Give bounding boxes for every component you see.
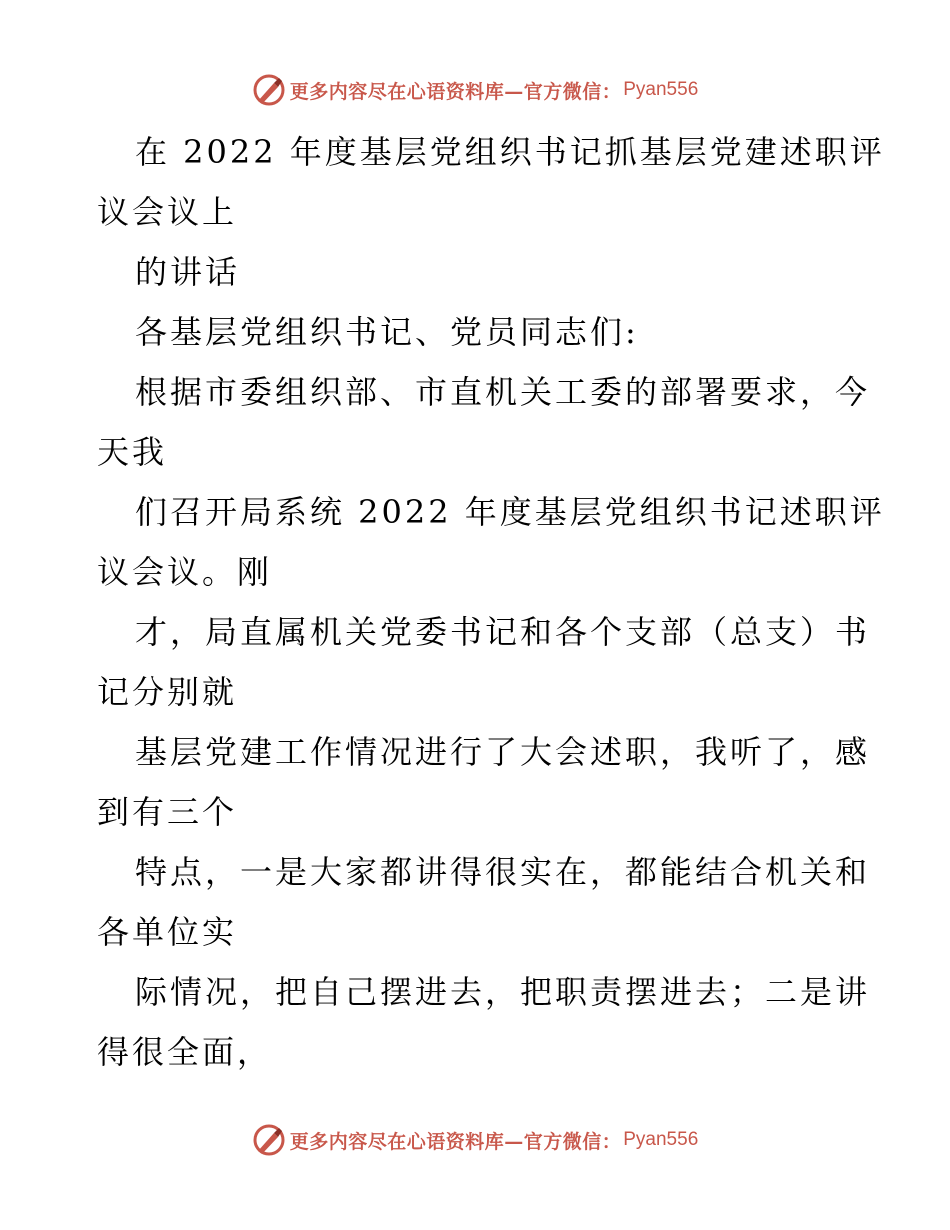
text-line: 际情况，把自己摆进去，把职责摆进去；二是讲 [135,973,871,1011]
text-line: 各单位实 [97,913,238,951]
pen-logo-icon [252,1123,286,1157]
text-line: 各基层党组织书记、党员同志们: [135,313,639,351]
text-line: 议会议。刚 [97,553,273,591]
text-line: 特点，一是大家都讲得很实在，都能结合机关和 [135,853,871,891]
text-line: 基层党建工作情况进行了大会述职，我听了，感 [135,733,871,771]
text-line: 到有三个 [97,793,238,831]
header-watermark [0,70,950,110]
pen-logo-icon [252,73,286,107]
text-line: 记分别就 [97,673,238,711]
text-line: 们召开局系统 2022 年度基层党组织书记述职评 [135,493,885,531]
text-line: 根据市委组织部、市直机关工委的部署要求，今 [135,373,871,411]
footer-watermark [0,1120,950,1160]
text-line: 天我 [97,433,168,471]
text-line: 得很全面， [97,1033,273,1071]
banner-wechat-id: Pyan556 [623,79,699,100]
banner-text: 更多内容尽在心语资料库—官方微信： [289,1130,622,1153]
banner-text: 更多内容尽在心语资料库—官方微信： [289,80,622,103]
banner-wechat-id: Pyan556 [623,1129,699,1150]
text-line: 的讲话 [135,253,241,291]
text-line: 在 2022 年度基层党组织书记抓基层党建述职评 [135,133,885,171]
document-body [97,122,885,1082]
text-line: 才，局直属机关党委书记和各个支部（总支）书 [135,613,871,651]
text-line: 议会议上 [97,193,238,231]
